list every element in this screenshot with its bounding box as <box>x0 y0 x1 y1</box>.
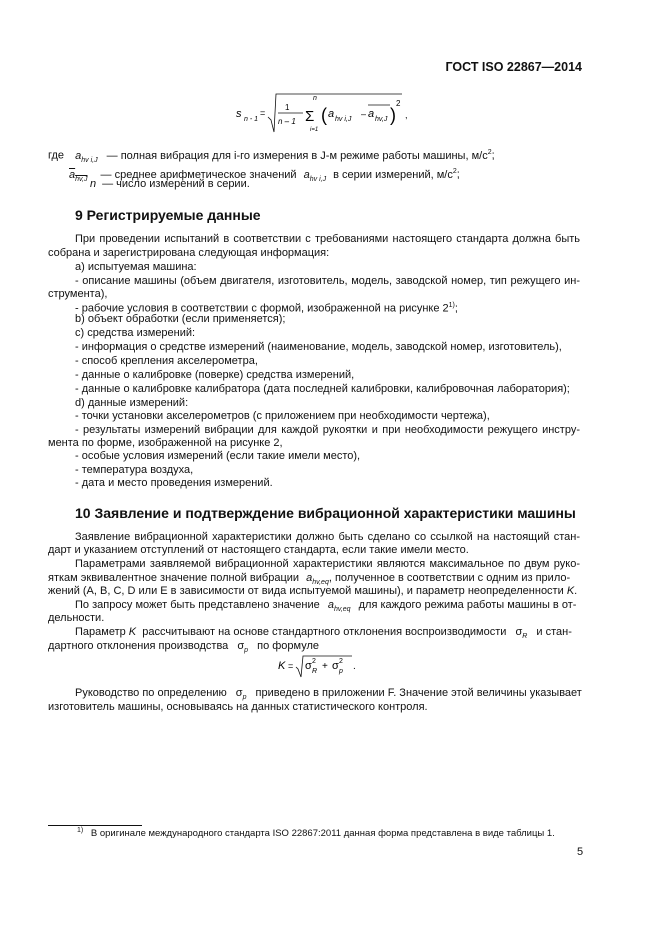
frac-den: n – 1 <box>278 117 296 126</box>
k-trail: . <box>353 661 356 672</box>
s10-p2-line3: жений (А, В, С, D или Е в зависимости от вида испытуемой машины), и параметр неопределенности K. <box>48 585 578 597</box>
sum-sign: Σ <box>305 108 315 125</box>
formula-lhs: s <box>236 108 242 120</box>
s10-p1-line2: дарт и указанием отступлений от настоящего стандарта, если такие имели место. <box>48 544 469 556</box>
term-a-sub: hv i,J <box>335 116 352 123</box>
s9-p1-line2: собрана и зарегистрирована следующая информация: <box>48 247 330 259</box>
k-eq: = <box>288 661 294 671</box>
s9-item: - описание машины (объем двигателя, изготовитель, модель, заводской номер, тип режущего ин- <box>75 275 580 287</box>
where-def-1: где $a_{hv i,J}$ — полная вибрация для i-го измерения в J-м режиме работы машины, $м/с^2$; <box>48 149 495 164</box>
trail: , <box>405 110 408 120</box>
k-s1-sub: R <box>312 668 318 675</box>
paren-close: ) <box>390 105 396 125</box>
k-s1-sup: 2 <box>312 658 316 665</box>
where-def-2: $a_{hv,J}$ — среднее арифметическое значений $a_{hv i,J}$ в серии измерений, $м/с^2$; <box>69 168 460 183</box>
standard-designation: ГОСТ ISO 22867—2014 <box>445 60 582 74</box>
k-s2-sup: 2 <box>339 658 343 665</box>
section-10-title: 10 Заявление и подтверждение вибрационной характеристики машины <box>75 505 576 521</box>
frac-num: 1 <box>285 103 290 112</box>
s9-item: струмента), <box>48 288 108 300</box>
formula-lhs-sub: n - 1 <box>244 116 259 123</box>
s9-item: - данные о калибровке (поверке) средства измерений, <box>75 369 355 381</box>
minus: – <box>361 109 367 119</box>
s9-p1-line1: При проведении испытаний в соответствии с требованиями настоящего стандарта должна быть <box>75 233 580 245</box>
k-s2: σ <box>332 660 339 672</box>
section-9-title: 9 Регистрируемые данные <box>75 207 261 223</box>
sum-top: n <box>313 95 317 102</box>
std-deviation-formula <box>230 84 410 144</box>
k-formula <box>272 652 362 680</box>
footnote: $^{1)}$ В оригинале международного стандарта ISO 22867:2011 данная форма представлена в виде таблицы 1. <box>77 827 555 840</box>
s9-item: - температура воздуха, <box>75 464 194 476</box>
s9-item: b) объект обработки (если применяется); <box>75 313 286 325</box>
k-s2-sub: p <box>339 668 343 675</box>
s9-item: - способ крепления акселерометра, <box>75 355 258 367</box>
s10-p3-line1: По запросу может быть представлено значение $a_{hv,eq}$ для каждого режима работы машины в от- <box>75 599 577 614</box>
s9-item: d) данные измерений: <box>75 397 189 409</box>
s9-item: с) средства измерений: <box>75 327 196 339</box>
s9-item: - информация о средстве измерений (наименование, модель, заводской номер, изготовитель), <box>75 341 562 353</box>
s10-p4-line1: Параметр K рассчитывают на основе стандартного отклонения воспроизводимости $\sigma_R$ и стан- <box>75 626 572 641</box>
where-def-3: n — число измерений в серии. <box>90 178 250 190</box>
s10-p3-line2: дельности. <box>48 612 105 624</box>
s9-item: - дата и место проведения измерений. <box>75 477 273 489</box>
s10-p2-line1: Параметрами заявляемой вибрационной характеристики являются максимальное по двум руко- <box>75 558 580 570</box>
k-lhs: K <box>278 660 286 672</box>
term-a: a <box>328 108 335 120</box>
paren-open: ( <box>321 105 327 125</box>
s9-item: а) испытуемая машина: <box>75 261 197 273</box>
power: 2 <box>396 99 401 108</box>
s10-p5-line1: Руководство по определению $\sigma_p$ приведено в приложении F. Значение этой величины указывает <box>75 687 582 702</box>
s9-item: мента по форме, изображенной на рисунке 2, <box>48 437 283 449</box>
formula-eq: = <box>260 108 266 118</box>
s10-p1-line1: Заявление вибрационной характеристики должно быть сделано со ссылкой на настоящий стан- <box>75 531 580 543</box>
term-b-sub: hv,J <box>375 116 388 123</box>
s10-p4-line2: дартного отклонения производства $\sigma_p$ по формуле <box>48 640 320 655</box>
s9-item-with-footnote: - рабочие условия в соответствии с формой, изображенной на рисунке 2$^{1)}$; <box>75 302 458 315</box>
k-plus: + <box>322 661 328 672</box>
s9-item: - точки установки акселерометров (с приложением при необходимости чертежа), <box>75 410 490 422</box>
term-b: a <box>368 108 375 120</box>
sum-bot: i=1 <box>310 127 319 133</box>
s10-p5-line2: изготовитель машины, основываясь на данных статистического контроля. <box>48 701 428 713</box>
s9-item: - результаты измерений вибрации для каждой рукоятки и при необходимости режущего инстру- <box>75 424 580 436</box>
s9-item: - данные о калибровке калибратора (дата последней калибровки, калибровочная лаборатория); <box>75 383 570 395</box>
s10-p2-line2: яткам эквивалентное значение полной вибрации $a_{hv,eq}$, полученное в соответствии с одним из прило- <box>48 572 571 587</box>
s9-item: - особые условия измерений (если такие имели место), <box>75 450 361 462</box>
footnote-rule <box>48 825 142 826</box>
k-s1: σ <box>305 660 312 672</box>
page-number: 5 <box>577 846 584 858</box>
